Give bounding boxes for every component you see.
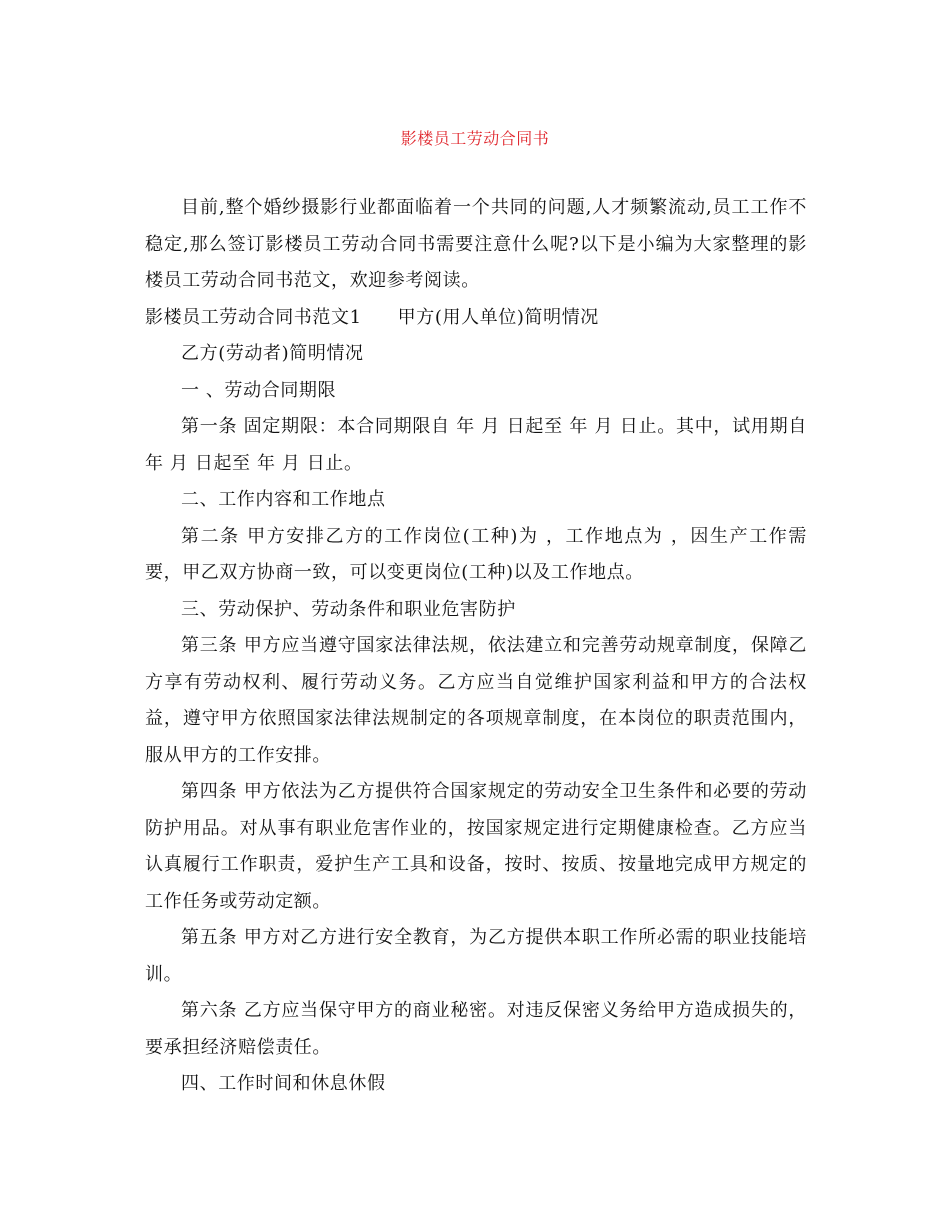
section-heading-4: 四、工作时间和休息休假 [181,1073,386,1094]
document-body [145,190,807,1103]
party-b-info: 乙方(劳动者)简明情况 [181,343,364,364]
article-1: 第一条 固定期限：本合同期限自 年 月 日起至 年 月 日止。其中，试用期自 年 月 日起至 年 月 日止。 [145,416,807,474]
intro-paragraph: 目前,整个婚纱摄影行业都面临着一个共同的问题,人才频繁流动,员工工作不稳定,那么签订影楼员工劳动合同书需要注意什么呢?以下是小编为大家整理的影楼员工劳动合同书范文，欢迎参考阅读。 [145,197,807,291]
party-a-info: 甲方(用人单位)简明情况 [397,306,599,328]
article-3: 第三条 甲方应当遵守国家法律法规，依法建立和完善劳动规章制度，保障乙方享有劳动权利、履行劳动义务。乙方应当自觉维护国家利益和甲方的合法权益，遵守甲方依照国家法律法规制定的各项规章制度，在本岗位的职责范围内，服从甲方的工作安排。 [145,635,807,766]
article-6: 第六条 乙方应当保守甲方的商业秘密。对违反保密义务给甲方造成损失的，要承担经济赔偿责任。 [145,1000,807,1058]
section-heading-1: 一 、劳动合同期限 [181,379,337,401]
section-heading-3: 三、劳动保护、劳动条件和职业危害防护 [181,598,516,620]
article-2: 第二条 甲方安排乙方的工作岗位(工种)为 ，工作地点为 ，因生产工作需要，甲乙双方协商一致，可以变更岗位(工种)以及工作地点。 [145,525,807,583]
section-heading-2: 二、工作内容和工作地点 [181,489,386,510]
sample-heading-line [145,300,807,337]
document-title: 影楼员工劳动合同书 [400,129,550,148]
sample-label: 影楼员工劳动合同书范文1 [145,306,362,328]
article-4: 第四条 甲方依法为乙方提供符合国家规定的劳动安全卫生条件和必要的劳动防护用品。对从事有职业危害作业的，按国家规定进行定期健康检查。乙方应当认真履行工作职责，爱护生产工具和设备，按时、按质、按量地完成甲方规定的工作任务或劳动定额。 [145,781,807,912]
article-5: 第五条 甲方对乙方进行安全教育，为乙方提供本职工作所必需的职业技能培训。 [145,927,807,985]
